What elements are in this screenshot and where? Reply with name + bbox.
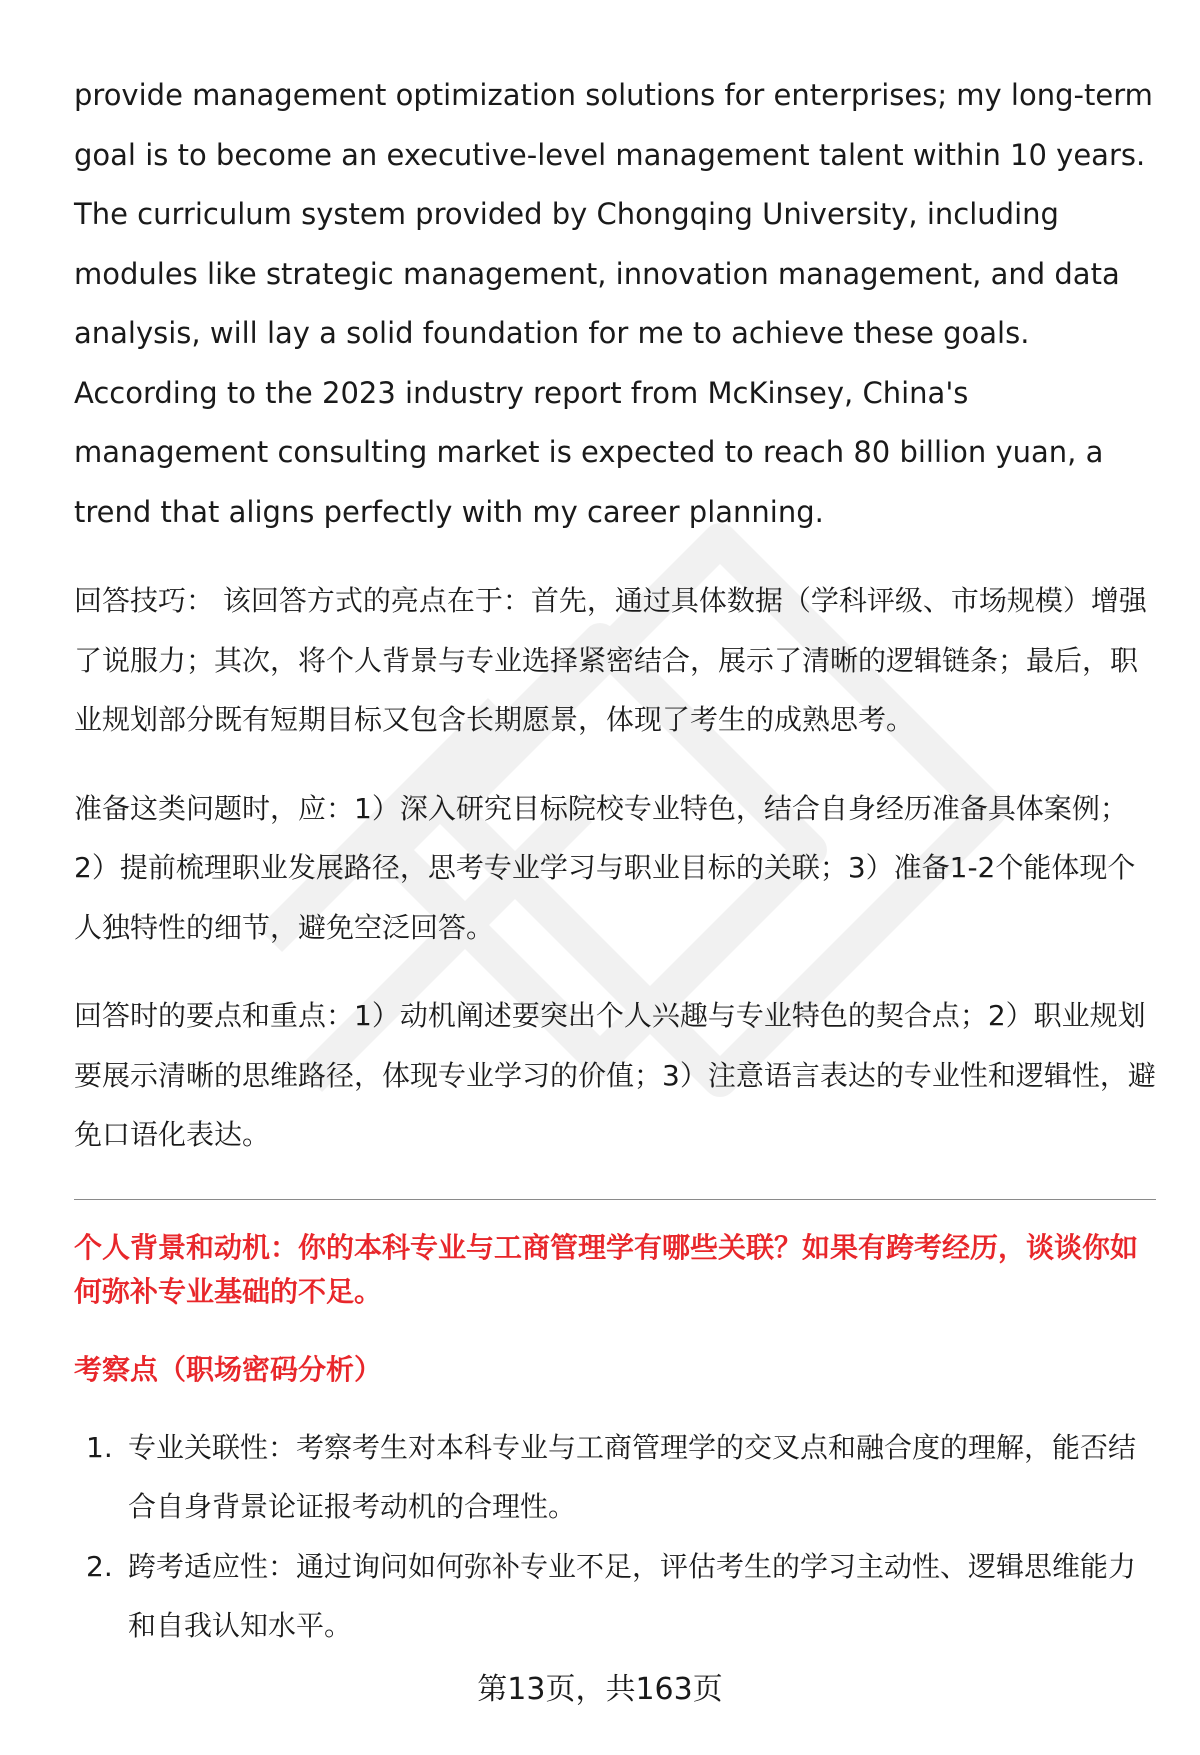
- keypoints-paragraph: 回答时的要点和重点：1）动机阐述要突出个人兴趣与专业特色的契合点；2）职业规划要展示清晰的思维路径，体现专业学习的价值；3）注意语言表达的专业性和逻辑性，避免口语化表达。: [74, 999, 1156, 1151]
- list-item-number: 2.: [86, 1549, 113, 1583]
- page-footer: 第13页，共163页: [477, 1672, 723, 1707]
- content-area: [74, 66, 1156, 1656]
- list-item: [74, 1537, 1156, 1656]
- analysis-title: 考察点（职场密码分析）: [74, 1352, 383, 1386]
- question-heading: 个人背景和动机：你的本科专业与工商管理学有哪些关联？如果有跨考经历，谈谈你如何弥补专业基础的不足。: [74, 1230, 1139, 1308]
- list-item-text: 跨考适应性：通过询问如何弥补专业不足，评估考生的学习主动性、逻辑思维能力和自我认知水平。: [128, 1549, 1137, 1642]
- english-paragraph: provide management optimization solutions for enterprises; my long-term goal is to become an executive-level management talent within 10 years. The curriculum system provided by Chongqing University, including modules like strategic management, innovation management, and data analysis, will lay a solid foundation for me to achieve these goals. According to the 2023 industry report from McKinsey, China's management consulting market is expected to reach 80 billion yuan, a trend that aligns perfectly with my career planning.: [74, 78, 1153, 529]
- section-divider: [74, 1199, 1156, 1200]
- list-item-text: 专业关联性：考察考生对本科专业与工商管理学的交叉点和融合度的理解，能否结合自身背景论证报考动机的合理性。: [128, 1430, 1137, 1523]
- tips-paragraph: 回答技巧： 该回答方式的亮点在于：首先，通过具体数据（学科评级、市场规模）增强了说服力；其次，将个人背景与专业选择紧密结合，展示了清晰的逻辑链条；最后，职业规划部分既有短期目标又包含长期愿景，体现了考生的成熟思考。: [74, 584, 1147, 736]
- list-item-number: 1.: [86, 1430, 113, 1464]
- list-item: [74, 1418, 1156, 1537]
- analysis-points-list: [74, 1418, 1156, 1656]
- prep-paragraph: 准备这类问题时，应：1）深入研究目标院校专业特色，结合自身经历准备具体案例；2）提前梳理职业发展路径，思考专业学习与职业目标的关联；3）准备1-2个能体现个人独特性的细节，避免空泛回答。: [74, 791, 1136, 944]
